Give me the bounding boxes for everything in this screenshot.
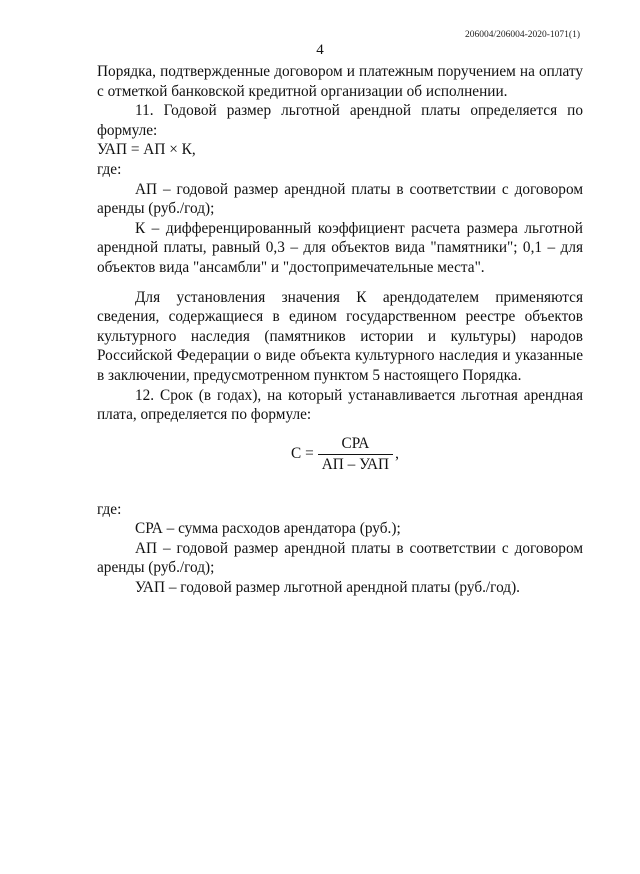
definition-k: К – дифференцированный коэффициент расчета размера льготной арендной платы, равный 0,3 – для объектов вида "памятники"; 0,1 – для объектов вида "ансамбли" и "достопримечательные места". [97,219,583,276]
definition-ap: АП – годовой размер арендной платы в соответствии с договором аренды (руб./год); [97,180,583,218]
formula-uap: УАП = АП × К, [97,141,196,159]
definition-uap: УАП – годовой размер льготной арендной платы (руб./год). [135,579,520,597]
formula-numerator: СРА [341,434,370,452]
paragraph-continuation: Порядка, подтвержденные договором и платежным поручением на оплату с отметкой банковской кредитной организации об исполнении. [97,63,583,100]
paragraph-k-source: Для установления значения К арендодателем применяются сведения, содержащиеся в едином государственном реестре объектов культурного наследия (памятников истории и культуры) народов Российской Федерации о виде объекта культурного наследия и указанные в заключении, предусмотренном пунктом 5 настоящего Порядка. [97,288,583,384]
definition-cra: СРА – сумма расходов арендатора (руб.); [135,520,401,538]
formula-denominator: АП – УАП [321,455,390,473]
paragraph-item-12: 12. Срок (в годах), на который устанавливается льготная арендная плата, определяется по формуле: [97,386,583,424]
paragraph-item-11: 11. Годовой размер льготной арендной платы определяется по формуле: [97,102,583,139]
formula-trailing-comma: , [395,445,399,463]
formula-fraction [318,435,393,474]
definition-ap-2: АП – годовой размер арендной платы в соответствии с договором аренды (руб./год); [97,539,583,577]
fraction-bar [318,454,393,455]
document-body [97,62,583,598]
document-id: 206004/206004-2020-1071(1) [464,30,580,40]
formula-term [107,435,583,474]
page-number: 4 [316,42,324,58]
where-label-1: где: [97,160,122,178]
formula-term-lhs: С = [291,445,314,463]
where-label-2: где: [97,500,122,518]
